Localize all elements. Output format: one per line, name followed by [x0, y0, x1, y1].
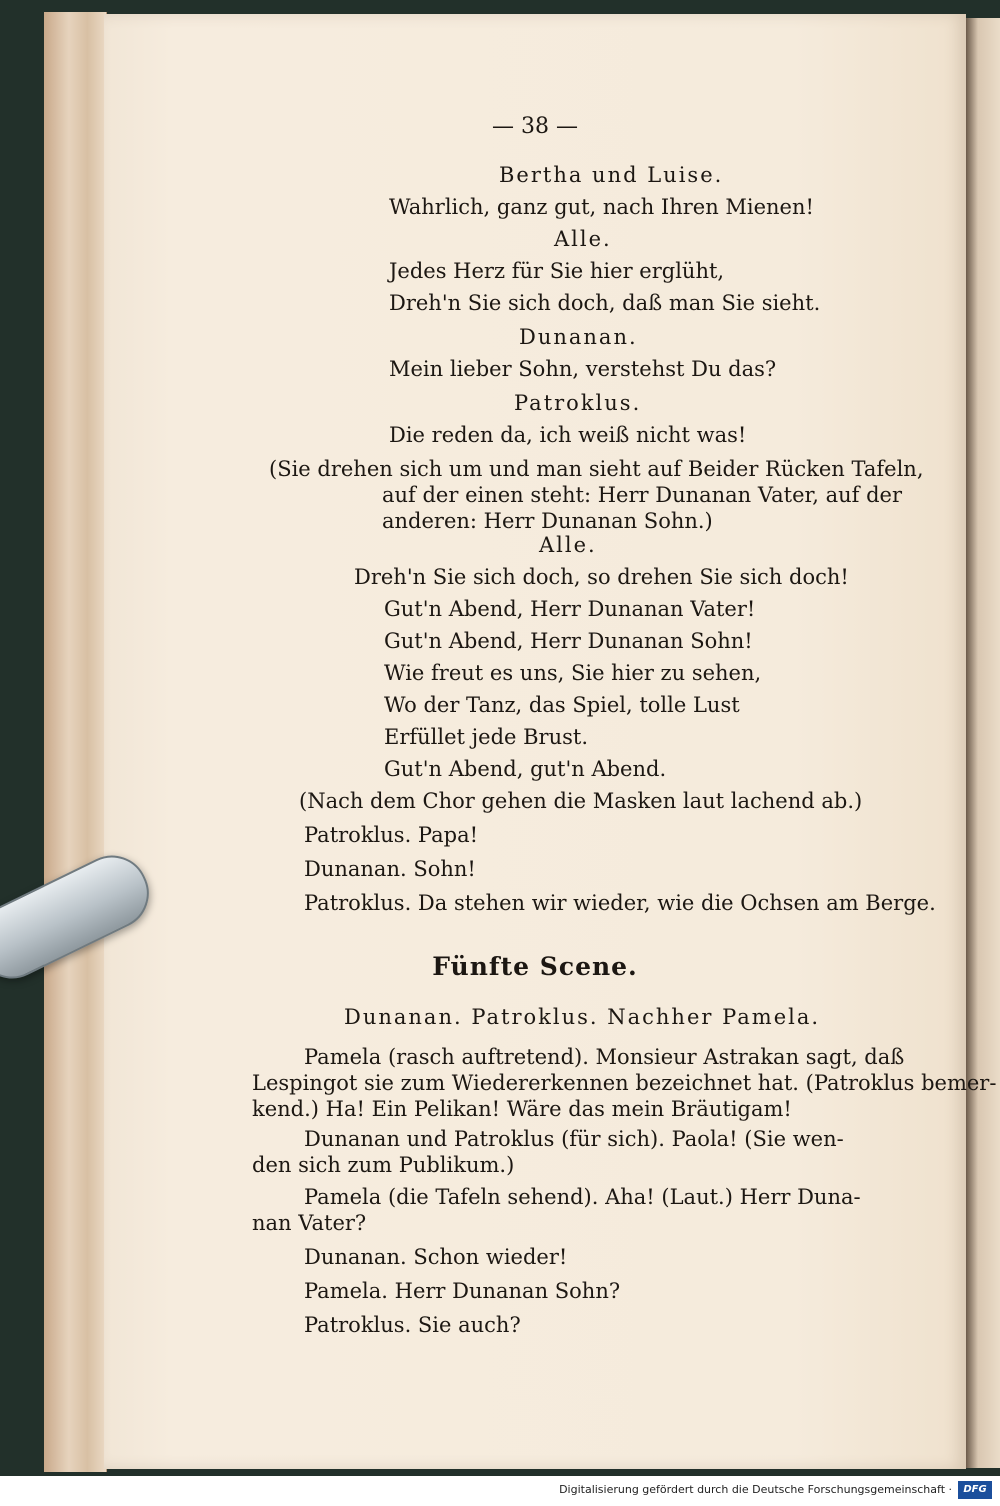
verse-line: Wahrlich, ganz gut, nach Ihren Mienen! — [389, 195, 814, 219]
stage-direction: (Sie drehen sich um und man sieht auf Beider Rücken Tafeln, — [269, 457, 924, 481]
verse-line: Gut'n Abend, Herr Dunanan Vater! — [384, 597, 756, 621]
verse-line: Wie freut es uns, Sie hier zu sehen, — [384, 661, 762, 685]
scene-cast: Dunanan. Patroklus. Nachher Pamela. — [344, 1005, 821, 1029]
verse-line: Dreh'n Sie sich doch, so drehen Sie sich doch! — [354, 565, 849, 589]
speaker-line: Patroklus. — [514, 391, 642, 415]
verse-line: Mein lieber Sohn, verstehst Du das? — [389, 357, 777, 381]
speaker-line: Bertha und Luise. — [499, 163, 724, 187]
verse-line: Die reden da, ich weiß nicht was! — [389, 423, 747, 447]
verse-line: Wo der Tanz, das Spiel, tolle Lust — [384, 693, 740, 717]
facing-page-edge — [966, 18, 1000, 1468]
scene-title: Fünfte Scene. — [432, 952, 638, 981]
page-number: — 38 — — [492, 114, 578, 139]
speaker-line: Dunanan. — [519, 325, 638, 349]
stage-direction: anderen: Herr Dunanan Sohn.) — [382, 509, 713, 533]
verse-line: Gut'n Abend, gut'n Abend. — [384, 757, 667, 781]
dialogue-line: Patroklus. Papa! — [304, 823, 479, 847]
dialogue-line: Patroklus. Sie auch? — [304, 1313, 521, 1337]
dialogue-line: Dunanan. Schon wieder! — [304, 1245, 568, 1269]
stage-direction: auf der einen steht: Herr Dunanan Vater, auf der — [382, 483, 902, 507]
dialogue-line: Pamela (rasch auftretend). Monsieur Astrakan sagt, daß — [304, 1045, 905, 1069]
funding-credit: Digitalisierung gefördert durch die Deutsche Forschungsgemeinschaft · — [559, 1483, 952, 1496]
verse-line: Gut'n Abend, Herr Dunanan Sohn! — [384, 629, 753, 653]
dialogue-line: nan Vater? — [252, 1211, 367, 1235]
stage-direction: (Nach dem Chor gehen die Masken laut lachend ab.) — [299, 789, 863, 813]
verse-line: Erfüllet jede Brust. — [384, 725, 589, 749]
dfg-logo-icon: DFG — [958, 1481, 992, 1499]
dialogue-line: Patroklus. Da stehen wir wieder, wie die Ochsen am Berge. — [304, 891, 936, 915]
dialogue-line: den sich zum Publikum.) — [252, 1153, 515, 1177]
dialogue-line: kend.) Ha! Ein Pelikan! Wäre das mein Bräutigam! — [252, 1097, 792, 1121]
speaker-line: Alle. — [554, 227, 612, 251]
verse-line: Dreh'n Sie sich doch, daß man Sie sieht. — [389, 291, 821, 315]
dialogue-line: Dunanan und Patroklus (für sich). Paola! (Sie wen- — [304, 1127, 844, 1151]
page-stack-edge — [44, 12, 107, 1472]
page-text — [104, 14, 997, 1469]
dialogue-line: Pamela. Herr Dunanan Sohn? — [304, 1279, 621, 1303]
dialogue-line: Pamela (die Tafeln sehend). Aha! (Laut.) Herr Duna- — [304, 1185, 861, 1209]
speaker-line: Alle. — [539, 533, 597, 557]
footer-bar — [0, 1476, 1000, 1506]
book-page — [104, 14, 997, 1469]
dialogue-line: Dunanan. Sohn! — [304, 857, 476, 881]
dialogue-line: Lespingot sie zum Wiedererkennen bezeichnet hat. (Patroklus bemer- — [252, 1071, 997, 1095]
verse-line: Jedes Herz für Sie hier erglüht, — [389, 259, 725, 283]
